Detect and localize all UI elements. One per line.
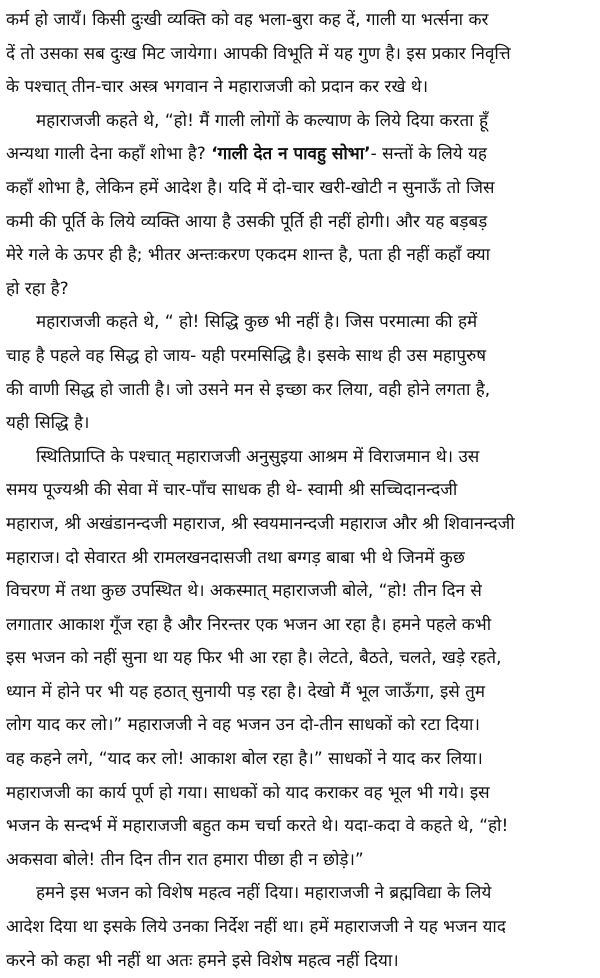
text-line: मेरे गले के ऊपर ही है; भीतर अन्तःकरण एकदम शान्त है, पता ही नहीं कहाँ क्या bbox=[6, 245, 490, 266]
text-line: महाराज। दो सेवारत श्री रामलखनदासजी तथा बग्गड़ बाबा भी थे जिनमें कुछ bbox=[6, 547, 465, 568]
text-line: यही सिद्धि है। bbox=[6, 413, 90, 434]
paragraph-4 bbox=[6, 441, 592, 878]
text-line: के पश्चात् तीन-चार अस्त्र भगवान ने महाराजजी को प्रदान कर रखे थे। bbox=[6, 77, 429, 98]
text-line: स्थितिप्राप्ति के पश्चात् महाराजजी अनुसुइया आश्रम में विराजमान थे। उस bbox=[36, 446, 480, 467]
text-line: इस भजन को नहीं सुना था यह फिर भी आ रहा है। लेटते, बैठते, चलते, खड़े रहते, bbox=[6, 648, 502, 669]
text-line: करने को कहा भी नहीं था अतः हमने इसे विशेष महत्व नहीं दिया। bbox=[6, 950, 399, 971]
paragraph-2 bbox=[6, 105, 592, 307]
text-line: लोग याद कर लो।” महाराजजी ने वह भजन उन दो-तीन साधकों को रटा दिया। bbox=[6, 715, 480, 736]
text-line: कमी की पूर्ति के लिये व्यक्ति आया है उसकी पूर्ति ही नहीं होगी। और यह बड़बड़ bbox=[6, 211, 488, 232]
text-line: दें तो उसका सब दुःख मिट जायेगा। आपकी विभूति में यह गुण है। इस प्रकार निवृत्ति bbox=[6, 43, 511, 64]
text-line: महाराजजी कहते थे, “ हो! सिद्धि कुछ भी नहीं है। जिस परमात्मा की हमें bbox=[36, 312, 478, 333]
text-line: चाह है पहले वह सिद्ध हो जाय- यही परमसिद्धि है। इसके साथ ही उस महापुरुष bbox=[6, 345, 487, 366]
text-line: भजन के सन्दर्भ में महाराजजी बहुत कम चर्चा करते थे। यदा-कदा वे कहते थे, “हो! bbox=[6, 816, 509, 837]
paragraph-3 bbox=[6, 306, 592, 440]
text-line: महाराजजी का कार्य पूर्ण हो गया। साधकों को याद कराकर वह भूल भी गये। इस bbox=[6, 782, 490, 803]
text-line: समय पूज्यश्री की सेवा में चार-पाँच साधक ही थे- स्वामी श्री सच्चिदानन्दजी bbox=[6, 480, 458, 501]
text-line: लगातार आकाश गूँज रहा है और निरन्तर एक भजन आ रहा है। हमने पहले कभी bbox=[6, 614, 492, 635]
bold-quote: ‘गाली देत न पावहु सोभा’ bbox=[211, 144, 371, 165]
text-line: आदेश दिया था इसके लिये उनका निर्देश नहीं था। हमें महाराजजी ने यह भजन याद bbox=[6, 917, 506, 938]
text-line: अन्यथा गाली देना कहाँ शोभा है? ‘गाली देत न पावहु सोभा’- सन्तों के लिये यह bbox=[6, 144, 487, 165]
text-line: विचरण में तथा कुछ उपस्थित थे। अकस्मात् महाराजजी बोले, “हो! तीन दिन से bbox=[6, 581, 482, 602]
text-line: कर्म हो जायँ। किसी दुःखी व्यक्ति को वह भला-बुरा कह दें, गाली या भर्त्सना कर bbox=[6, 10, 489, 30]
text-line: हमने इस भजन को विशेष महत्व नहीं दिया। महाराजजी ने ब्रह्मविद्या के लिये bbox=[36, 883, 492, 904]
paragraph-5 bbox=[6, 877, 592, 978]
text-line: अकसवा बोले! तीन दिन तीन रात हमारा पीछा ही न छोड़े।” bbox=[6, 849, 364, 870]
text-line: महाराज, श्री अखंडानन्दजी महाराज, श्री स्वयमानन्दजी महाराज और श्री शिवानन्दजी bbox=[6, 513, 515, 534]
text-line: महाराजजी कहते थे, “हो! मैं गाली लोगों के कल्याण के लिये दिया करता हूँ bbox=[36, 110, 488, 131]
text-line: कहाँ शोभा है, लेकिन हमें आदेश है। यदि में दो-चार खरी-खोटी न सुनाऊँ तो जिस bbox=[6, 177, 495, 198]
text-line: हो रहा है? bbox=[6, 278, 69, 299]
paragraph-1 bbox=[6, 4, 592, 105]
text-line: की वाणी सिद्ध हो जाती है। जो उसने मन से इच्छा कर लिया, वही होने लगता है, bbox=[6, 379, 491, 400]
text-line: वह कहने लगे, “याद कर लो! आकाश बोल रहा है।” साधकों ने याद कर लिया। bbox=[6, 749, 483, 770]
text-line: ध्यान में होने पर भी यह हठात् सुनायी पड़ रहा है। देखो मैं भूल जाऊँगा, इसे तुम bbox=[6, 681, 486, 702]
